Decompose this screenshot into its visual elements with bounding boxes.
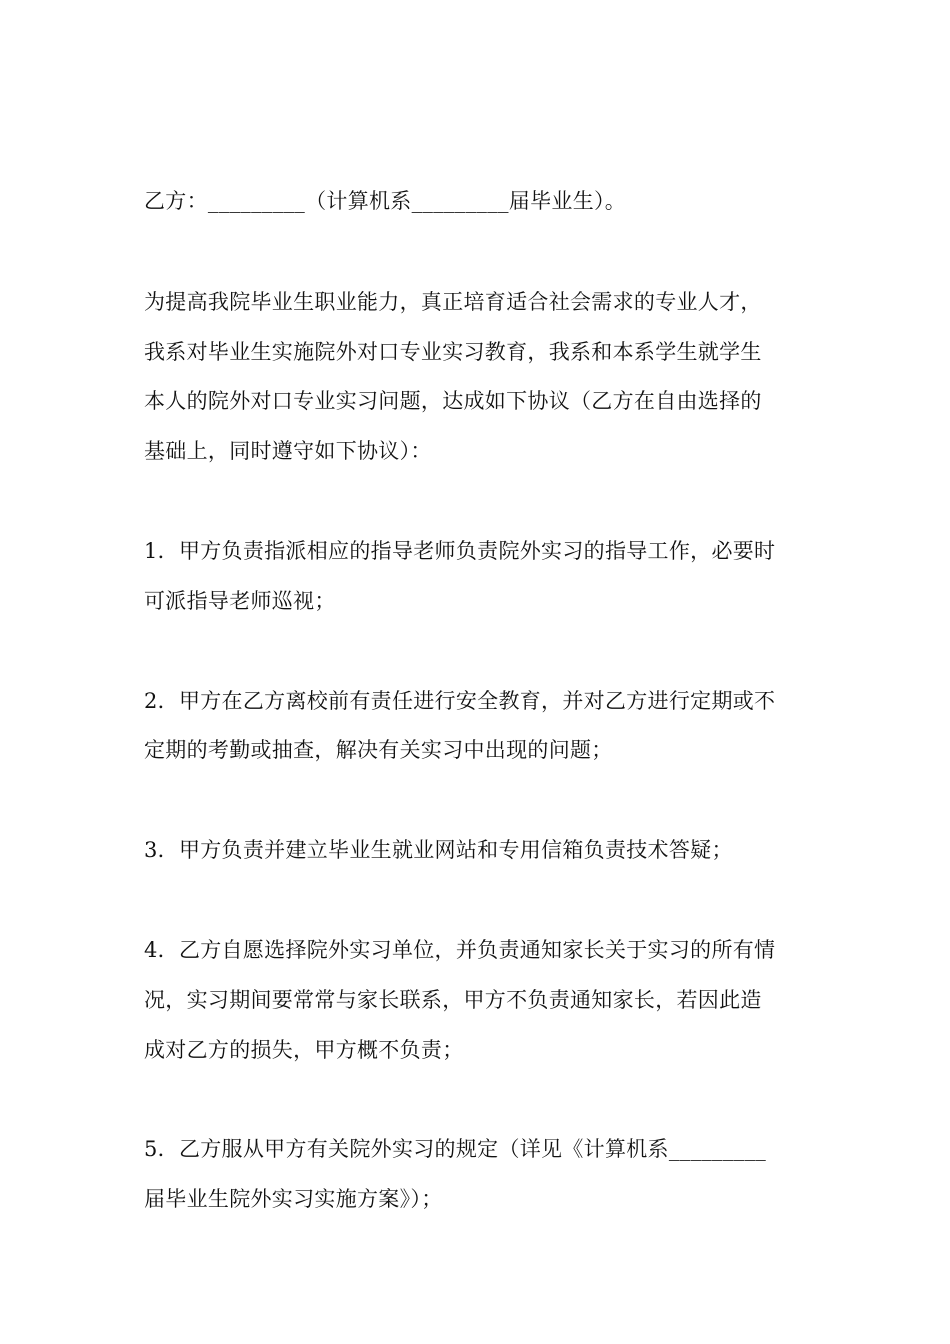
intro-line: 我系对毕业生实施院外对口专业实习教育，我系和本系学生就学生 [144,340,762,364]
party-b-line: 乙方：_________（计算机系_________届毕业生）。 [144,189,627,213]
clause-line: 1．甲方负责指派相应的指导老师负责院外实习的指导工作，必要时 [144,539,776,563]
clause-line: 3．甲方负责并建立毕业生就业网站和专用信箱负责技术答疑； [144,838,733,862]
clause-line: 况，实习期间要常常与家长联系，甲方不负责通知家长，若因此造 [144,988,762,1012]
clause-line: 可派指导老师巡视； [144,589,336,613]
clause-line: 4．乙方自愿选择院外实习单位，并负责通知家长关于实习的所有情 [144,938,776,962]
intro-line: 基础上，同时遵守如下协议）： [144,439,432,463]
intro-line: 为提高我院毕业生职业能力，真正培育适合社会需求的专业人才， [144,290,762,314]
clause-line: 2．甲方在乙方离校前有责任进行安全教育，并对乙方进行定期或不 [144,689,776,713]
clause-line: 届毕业生院外实习实施方案》）； [144,1187,443,1211]
intro-line: 本人的院外对口专业实习问题，达成如下协议（乙方在自由选择的 [144,389,762,413]
clause-line: 定期的考勤或抽查，解决有关实习中出现的问题； [144,738,613,762]
clause-line: 成对乙方的损失，甲方概不负责； [144,1038,464,1062]
clause-line: 5．乙方服从甲方有关院外实习的规定（详见《计算机系_________ [144,1137,767,1161]
